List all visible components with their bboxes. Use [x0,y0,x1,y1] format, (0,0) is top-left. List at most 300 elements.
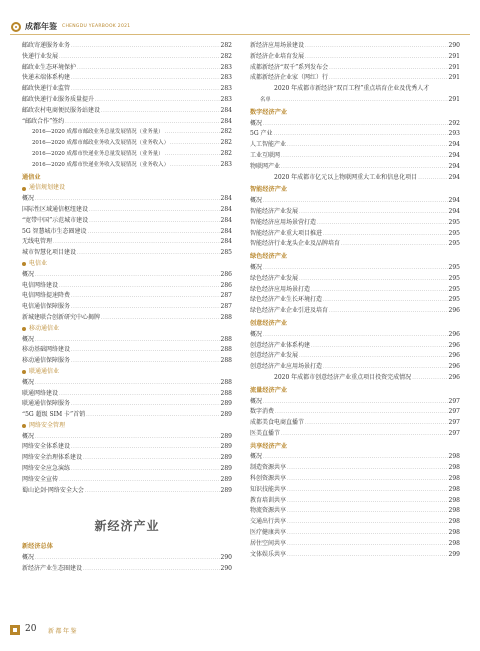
toc-entry[interactable] [250,63,460,74]
toc-entry-title: 新经济产业生态圈建设 [22,565,83,573]
toc-leader-dots [165,127,220,138]
toc-entry-page: 299 [448,550,460,558]
toc-leader-dots [418,173,447,184]
toc-entry-page: 297 [448,419,460,427]
toc-entry[interactable] [250,119,460,130]
toc-leader-dots [323,295,448,306]
toc-entry[interactable] [250,151,460,162]
toc-entry-title: 网络安全应急演练 [22,465,71,473]
toc-entry-page: 294 [448,197,460,205]
toc-leader-dots [311,341,448,352]
toc-entry-title: 成都美食电商直播节 [250,419,305,427]
toc-entry-page: 282 [220,52,232,60]
toc-entry[interactable] [250,285,460,296]
toc-entry[interactable] [250,528,460,539]
toc-leader-dots [341,239,448,250]
toc-entry[interactable] [22,564,232,575]
toc-leader-dots [329,306,448,317]
toc-leader-dots [101,106,220,117]
toc-entry-title: 人工智能产业 [250,141,287,149]
toc-entry-title: 创意经济产业发展 [250,352,299,360]
toc-right-column [250,41,460,560]
toc-entry[interactable] [250,229,460,240]
toc-entry[interactable] [22,73,232,84]
toc-entry-title: 概况 [22,335,35,343]
toc-leader-dots [59,52,220,63]
toc-leader-dots [412,373,447,384]
toc-entry-page: 286 [220,270,232,278]
toc-entry-title: 成都新经济“双千”系列发布会 [250,63,329,71]
toc-entry-page: 288 [220,346,232,354]
toc-entry-page: 284 [220,195,232,203]
toc-entry[interactable] [22,248,232,259]
toc-entry[interactable] [22,127,232,138]
toc-entry-page: 289 [220,475,232,483]
toc-entry-title: 绿色经济产业企业引进及培育 [250,307,329,315]
toc-entry-title: 概况 [22,270,35,278]
toc-leader-dots [305,418,448,429]
toc-entry-title: 2020 年成都市创意经济产业重点项目投资完成情况 [274,373,412,381]
toc-entry-title: 科创资源共享 [250,475,287,483]
toc-entry-page: 298 [448,539,460,547]
toc-entry-title: 电信网络提速降费 [22,292,71,300]
toc-entry-page: 298 [448,507,460,515]
toc-entry-page: 289 [220,454,232,462]
toc-entry[interactable] [250,517,460,528]
toc-leader-dots [65,117,219,128]
toc-entry[interactable] [250,274,460,285]
toc-leader-dots [281,151,448,162]
toc-leader-dots [287,517,448,528]
bullet-icon [22,370,26,374]
toc-entry-title: 联通网络建设 [22,389,59,397]
toc-leader-dots [83,453,220,464]
toc-entry[interactable] [250,330,460,341]
toc-section-heading[interactable]: 共享经济产业 [250,442,288,450]
toc-leader-dots [35,270,220,281]
toc-entry[interactable] [22,63,232,74]
toc-entry[interactable] [250,173,460,184]
toc-entry-page: 290 [220,554,232,562]
toc-entry[interactable] [250,496,460,507]
toc-leader-dots [71,442,220,453]
toc-entry-title: 5G 智慧城市生态圈建设 [22,227,87,235]
toc-entry-title: 绿色经济产业生长环境打造 [250,296,323,304]
toc-leader-dots [59,389,220,400]
toc-leader-dots [287,550,448,561]
toc-entry[interactable] [22,117,232,128]
toc-leader-dots [71,399,220,410]
toc-entry[interactable] [250,263,460,274]
toc-leader-dots [272,95,448,106]
toc-section-heading[interactable]: 流量经济产业 [250,386,288,394]
toc-entry-page: 290 [448,42,460,49]
toc-entry-page: 295 [448,218,460,226]
toc-subsection-heading[interactable] [22,259,232,270]
part-title: 新经济产业 [94,519,160,534]
toc-leader-dots [35,432,220,443]
toc-entry[interactable] [250,140,460,151]
toc-entry[interactable] [250,362,460,373]
toc-entry[interactable] [22,237,232,248]
toc-entry-page: 296 [448,363,460,371]
toc-entry[interactable] [22,553,232,564]
toc-entry-page: 295 [448,263,460,271]
toc-entry[interactable] [22,378,232,389]
toc-entry-page: 291 [448,52,460,60]
toc-entry-page: 288 [220,389,232,397]
toc-entry[interactable] [22,205,232,216]
toc-subsection-heading[interactable] [22,421,232,432]
toc-leader-dots [281,162,448,173]
toc-entry[interactable] [22,335,232,346]
toc-entry-title: 概况 [22,554,35,562]
toc-leader-dots [170,160,220,171]
toc-entry[interactable] [22,216,232,227]
toc-subsection-label: 通信规划建设 [29,184,66,192]
header-title: 成都年鉴 [25,22,57,31]
toc-leader-dots [329,73,448,84]
toc-entry[interactable] [22,345,232,356]
toc-entry-page: 298 [448,518,460,526]
toc-entry-page: 284 [220,216,232,224]
toc-entry-title: 概况 [250,330,263,338]
toc-entry-page: 289 [220,486,232,494]
toc-leader-dots [71,345,220,356]
toc-entry-page: 289 [220,411,232,419]
bullet-icon [22,424,26,428]
toc-entry[interactable] [250,418,460,429]
bullet-icon [22,187,26,191]
toc-entry-page: 289 [220,443,232,451]
footer-mark-icon [10,625,20,635]
toc-leader-dots [95,95,220,106]
toc-entry[interactable] [250,295,460,306]
bullet-icon [22,327,26,331]
toc-entry[interactable] [22,160,232,171]
toc-entry-title: 智能经济应用场景营打造 [250,218,317,226]
toc-entry-title: 概况 [22,432,35,440]
toc-entry[interactable] [250,52,460,63]
toc-entry-title: “邮政合作”签约 [22,117,65,125]
toc-entry-page: 291 [448,74,460,82]
toc-entry-title: 2016—2020 成都市邮政业务收入发展情况（业务收入） [32,140,169,147]
toc-leader-dots [311,285,448,296]
toc-entry-title: 数字消费 [250,408,275,416]
toc-entry-page: 282 [220,128,232,136]
toc-leader-dots [299,274,448,285]
toc-leader-dots [263,196,448,207]
toc-subsection-heading[interactable] [22,183,232,194]
toc-entry-title: 交通出行共享 [250,518,287,526]
toc-entry-title: 邮政农村电商便民服务站建设 [22,106,101,114]
toc-entry[interactable] [22,291,232,302]
toc-entry-title: 概况 [250,119,263,127]
toc-entry-title: 城市智慧化项目建设 [22,249,77,257]
toc-entry[interactable] [250,162,460,173]
toc-entry-title: 网络安全治理体系建设 [22,454,83,462]
toc-entry-page: 296 [448,341,460,349]
toc-entry-title: 移动基础网络建设 [22,346,71,354]
toc-entry-title: 创意经济产业应用场景打造 [250,363,323,371]
toc-leader-dots [35,194,220,205]
toc-entry[interactable] [22,313,232,324]
toc-leader-dots [274,129,448,140]
toc-entry[interactable] [22,41,232,52]
toc-entry-page: 298 [448,529,460,537]
toc-entry-page: 296 [448,330,460,338]
toc-entry-title: 快递行业发展 [22,52,59,60]
toc-leader-dots [281,429,448,440]
toc-entry[interactable] [22,453,232,464]
toc-leader-dots [88,227,220,238]
toc-entry-title: 智能经济产业重大项目推进 [250,229,323,237]
toc-entry-title: 概况 [250,263,263,271]
toc-entry-page: 294 [448,162,460,170]
toc-subsection-label: 联通通信业 [29,367,60,375]
toc-entry[interactable] [250,463,460,474]
toc-leader-dots [89,205,220,216]
toc-entry-page: 283 [220,74,232,82]
toc-entry-title: 邮政寄递服务业务 [22,42,71,49]
toc-entry[interactable] [250,429,460,440]
header-subtitle: CHENGDU YEARBOOK 2021 [62,24,131,29]
toc-left-column [22,41,232,575]
toc-entry-title: 新城建联合创新研究中心揭牌 [22,313,101,321]
toc-leader-dots [299,207,448,218]
toc-entry-title: 医美直播节 [250,429,281,437]
toc-leader-dots [59,475,220,486]
toc-leader-dots [71,356,220,367]
toc-entry-page: 287 [220,303,232,311]
toc-entry-page: 282 [220,42,232,49]
toc-entry-title: 邮政快递行业服务质量提升 [22,95,95,103]
toc-leader-dots [83,564,220,575]
toc-entry-page: 284 [220,238,232,246]
toc-entry[interactable] [22,227,232,238]
toc-entry[interactable] [22,95,232,106]
toc-entry[interactable] [250,129,460,140]
toc-entry-title: 概况 [250,397,263,405]
toc-entry-title: 新经济企业培育发展 [250,52,305,60]
toc-entry-page: 284 [220,227,232,235]
toc-entry-page: 298 [448,496,460,504]
toc-leader-dots [287,485,448,496]
toc-entry-page: 295 [448,240,460,248]
toc-leader-dots [71,291,220,302]
toc-entry[interactable] [250,474,460,485]
toc-entry-page: 296 [448,307,460,315]
toc-entry-page: 283 [220,95,232,103]
page-number: 20 [25,624,37,634]
toc-entry[interactable] [250,73,460,84]
toc-leader-dots [329,63,447,74]
toc-entry[interactable] [250,306,460,317]
toc-leader-dots [287,506,448,517]
toc-subsection-label: 电信业 [29,259,48,267]
toc-entry-page: 298 [448,464,460,472]
toc-entry-page: 297 [448,429,460,437]
toc-leader-dots [299,351,448,362]
toc-entry-title: 网络安全体系建设 [22,443,71,451]
toc-entry-page: 294 [448,141,460,149]
toc-entry[interactable] [22,270,232,281]
toc-entry-title: 邮政快递行业监管 [22,85,71,93]
toc-leader-dots [287,474,448,485]
toc-entry[interactable] [250,485,460,496]
toc-leader-dots [101,313,220,324]
toc-entry[interactable] [22,356,232,367]
toc-entry-page: 288 [220,378,232,386]
toc-leader-dots [85,486,220,497]
toc-entry[interactable] [250,207,460,218]
toc-leader-dots [170,138,220,149]
toc-entry-title: 国际性区域通信枢纽建设 [22,205,89,213]
toc-leader-dots [71,84,220,95]
toc-section-heading[interactable]: 数字经济产业 [250,108,288,116]
toc-entry-page: 293 [448,130,460,138]
toc-entry[interactable] [22,281,232,292]
toc-entry[interactable] [250,41,460,52]
toc-entry-page: 288 [220,313,232,321]
toc-entry[interactable] [22,464,232,475]
toc-entry[interactable] [22,106,232,117]
toc-leader-dots [323,229,448,240]
toc-entry-title: 蜀山论剑·网络安全大会 [22,486,84,494]
toc-leader-dots [165,149,220,160]
toc-leader-dots [77,248,220,259]
toc-entry[interactable] [22,399,232,410]
yearbook-logo-icon [11,22,21,32]
toc-entry-title: 概况 [250,453,263,461]
toc-section-heading[interactable]: 通信业 [22,173,41,181]
bullet-icon [22,262,26,266]
toc-entry-page: 284 [220,205,232,213]
toc-entry[interactable] [22,149,232,160]
page-header [0,0,480,36]
toc-entry[interactable] [22,442,232,453]
toc-entry-title: 联通通信保障服务 [22,400,71,408]
toc-entry[interactable] [22,52,232,63]
toc-leader-dots [71,464,220,475]
toc-leader-dots [305,52,448,63]
toc-entry-page: 294 [448,173,460,181]
toc-entry-title: 电信网络建设 [22,281,59,289]
toc-entry-title: 2016—2020 成都市邮政业务总量发展情况（业务量） [32,129,164,136]
toc-entry-page: 296 [448,373,460,381]
toc-entry-page: 298 [448,485,460,493]
toc-entry[interactable] [22,410,232,421]
toc-entry[interactable] [250,452,460,463]
toc-entry-page: 298 [448,453,460,461]
toc-entry[interactable] [22,475,232,486]
toc-entry-page: 296 [448,352,460,360]
toc-entry-title: 医疗健康共享 [250,529,287,537]
toc-entry[interactable] [250,407,460,418]
toc-entry-title: 无线电管理 [22,238,53,246]
toc-leader-dots [263,452,448,463]
toc-entry-page: 294 [448,207,460,215]
toc-entry-page: 285 [220,249,232,257]
toc-entry[interactable] [250,95,460,106]
toc-entry[interactable] [250,196,460,207]
toc-leader-dots [287,528,448,539]
toc-entry[interactable] [22,194,232,205]
toc-entry-page: 289 [220,432,232,440]
toc-entry-page: 290 [220,565,232,573]
toc-leader-dots [35,553,220,564]
toc-entry-title: 教育培训共享 [250,496,287,504]
toc-entry[interactable] [250,373,460,384]
toc-entry[interactable] [250,550,460,561]
toc-entry-title: 概况 [22,195,35,203]
toc-entry-page: 283 [220,63,232,71]
toc-entry[interactable] [250,341,460,352]
toc-entry-title: 物流资源共享 [250,507,287,515]
toc-entry-page: 298 [448,475,460,483]
toc-entry-page: 295 [448,229,460,237]
toc-section-heading[interactable]: 新经济总体 [22,543,53,551]
toc-section-heading[interactable]: 智能经济产业 [250,186,288,194]
footer-book-name: 新都年鉴 [48,628,79,635]
toc-entry[interactable] [22,389,232,400]
toc-entry[interactable] [250,506,460,517]
toc-entry-page: 291 [448,63,460,71]
toc-entry-page: 284 [220,106,232,114]
toc-entry[interactable] [22,84,232,95]
toc-entry[interactable] [250,539,460,550]
toc-leader-dots [59,281,220,292]
toc-entry-title: 文体娱乐共享 [250,550,287,558]
toc-entry-page: 286 [220,281,232,289]
toc-leader-dots [35,335,220,346]
toc-entry[interactable] [22,302,232,313]
toc-entry[interactable] [250,84,460,95]
toc-entry-page: 291 [448,95,460,103]
toc-entry[interactable] [250,351,460,362]
toc-subsection-heading[interactable] [22,324,232,335]
toc-entry[interactable] [250,218,460,229]
toc-leader-dots [287,539,448,550]
toc-entry-page: 297 [448,397,460,405]
toc-entry-title: 邮政业生态环境保护 [22,63,77,71]
toc-entry-page: 295 [448,274,460,282]
toc-entry[interactable] [250,239,460,250]
toc-section-heading[interactable]: 创意经济产业 [250,319,288,327]
toc-entry-title: “宽带中国”示范城市建设 [22,216,89,224]
toc-leader-dots [263,330,448,341]
toc-leader-dots [263,397,448,408]
page-footer [10,620,210,640]
toc-entry[interactable] [22,432,232,443]
toc-entry[interactable] [250,397,460,408]
toc-entry[interactable] [22,486,232,497]
toc-entry[interactable] [22,138,232,149]
toc-entry-title: 2020 年成都市亿元以上物联网重大工业和信息化项目 [274,173,418,181]
toc-entry-page: 288 [220,335,232,343]
toc-subsection-heading[interactable] [22,367,232,378]
toc-entry-title: 快递末端体系构建 [22,74,71,82]
toc-section-heading[interactable]: 绿色经济产业 [250,253,288,261]
toc-entry-page: 289 [220,465,232,473]
toc-leader-dots [263,263,448,274]
header-divider [10,34,470,35]
toc-entry-title: 制造资源共享 [250,464,287,472]
toc-entry-title: 物联网产业 [250,162,281,170]
toc-subsection-label: 移动通信业 [29,324,60,332]
toc-entry-title: 智能经济行业龙头企业及品牌培育 [250,240,341,248]
toc-entry-page: 295 [448,296,460,304]
